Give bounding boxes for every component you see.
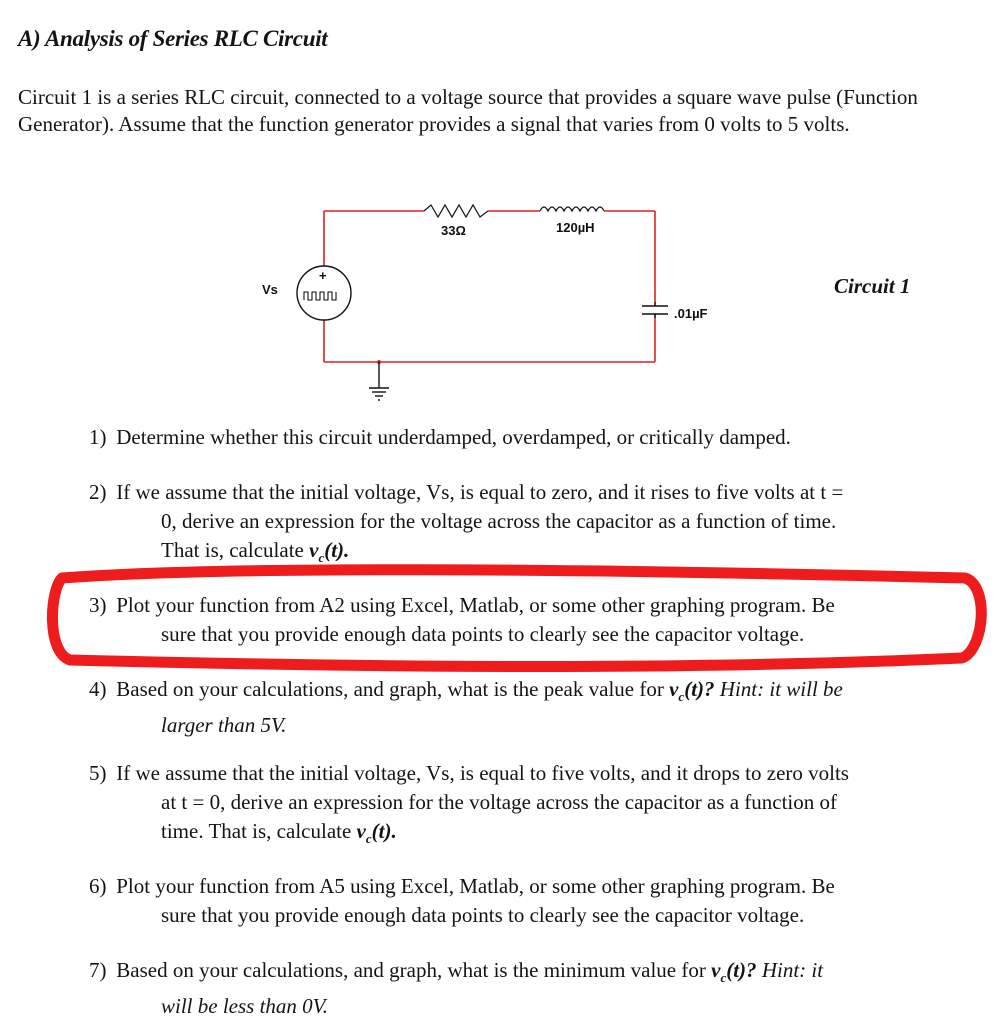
question-continuation: sure that you provide enough data points to clearly see the capacitor voltage. xyxy=(161,903,805,927)
question-text: Determine whether this circuit underdamped, overdamped, or critically damped. xyxy=(116,425,791,449)
question-number: 6) xyxy=(89,874,107,898)
vc-tail: (t)? xyxy=(684,677,715,701)
resistor-symbol xyxy=(424,205,488,217)
question-text: If we assume that the initial voltage, Vs, is equal to five volts, and it drops to zero volts xyxy=(116,761,849,785)
circuit-diagram xyxy=(0,190,760,410)
hint-text: Hint: it will be xyxy=(719,677,843,701)
resistor-label: 33Ω xyxy=(441,223,466,238)
question-text: If we assume that the initial voltage, Vs, is equal to zero, and it rises to five volts at t = xyxy=(116,480,844,504)
question-number: 4) xyxy=(89,677,107,701)
vc-symbol: v xyxy=(309,538,319,562)
vc-subscript: c xyxy=(365,831,372,847)
question-3 xyxy=(89,591,835,649)
question-continuation: sure that you provide enough data points to clearly see the capacitor voltage. xyxy=(161,622,805,646)
hint-text: Hint: it xyxy=(761,958,824,982)
question-text: Plot your function from A5 using Excel, Matlab, or some other graphing program. Be xyxy=(116,874,835,898)
question-text: Based on your calculations, and graph, what is the minimum value for xyxy=(116,958,706,982)
inductor-symbol xyxy=(540,207,604,211)
inductor-label: 120µH xyxy=(556,220,595,235)
vc-symbol: v xyxy=(711,958,721,982)
question-4 xyxy=(89,675,843,740)
question-7 xyxy=(89,956,823,1021)
ground-symbol xyxy=(369,360,389,400)
capacitor-symbol xyxy=(642,302,668,318)
question-continuation: larger than 5V. xyxy=(161,713,287,738)
vc-symbol: v xyxy=(669,677,679,701)
question-continuation: 0, derive an expression for the voltage across the capacitor as a function of time. xyxy=(161,509,837,533)
question-number: 5) xyxy=(89,761,107,785)
circuit-wires xyxy=(324,211,655,362)
capacitor-label: .01µF xyxy=(674,306,708,321)
source-polarity: + xyxy=(319,268,327,283)
intro-paragraph: Circuit 1 is a series RLC circuit, connected to a voltage source that provides a square wave pulse (Function Generator). Assume that the function generator provides a signal that varies from 0 volts to 5 volts. xyxy=(18,85,918,136)
question-text: Based on your calculations, and graph, what is the peak value for xyxy=(116,677,664,701)
question-continuation: will be less than 0V. xyxy=(161,994,329,1019)
question-1 xyxy=(89,423,791,452)
source-label: Vs xyxy=(262,282,278,297)
circuit-caption: Circuit 1 xyxy=(834,274,911,298)
vc-tail: (t). xyxy=(371,819,397,843)
question-6 xyxy=(89,872,835,930)
vc-subscript: c xyxy=(720,970,727,986)
vc-subscript: c xyxy=(318,550,325,566)
question-number: 2) xyxy=(89,480,107,504)
question-continuation: at t = 0, derive an expression for the voltage across the capacitor as a function of xyxy=(161,790,838,814)
function-generator-symbol xyxy=(297,266,351,320)
vc-tail: (t). xyxy=(324,538,350,562)
vc-symbol: v xyxy=(356,819,366,843)
section-title: A) Analysis of Series RLC Circuit xyxy=(18,26,328,51)
question-number: 3) xyxy=(89,593,107,617)
question-continuation-2: time. That is, calculate xyxy=(161,819,352,843)
question-5 xyxy=(89,759,849,853)
question-2 xyxy=(89,478,843,572)
vc-subscript: c xyxy=(678,689,685,705)
vc-tail: (t)? xyxy=(726,958,757,982)
question-continuation-2: That is, calculate xyxy=(161,538,304,562)
question-number: 7) xyxy=(89,958,107,982)
question-text: Plot your function from A2 using Excel, Matlab, or some other graphing program. Be xyxy=(116,593,835,617)
question-number: 1) xyxy=(89,425,107,449)
